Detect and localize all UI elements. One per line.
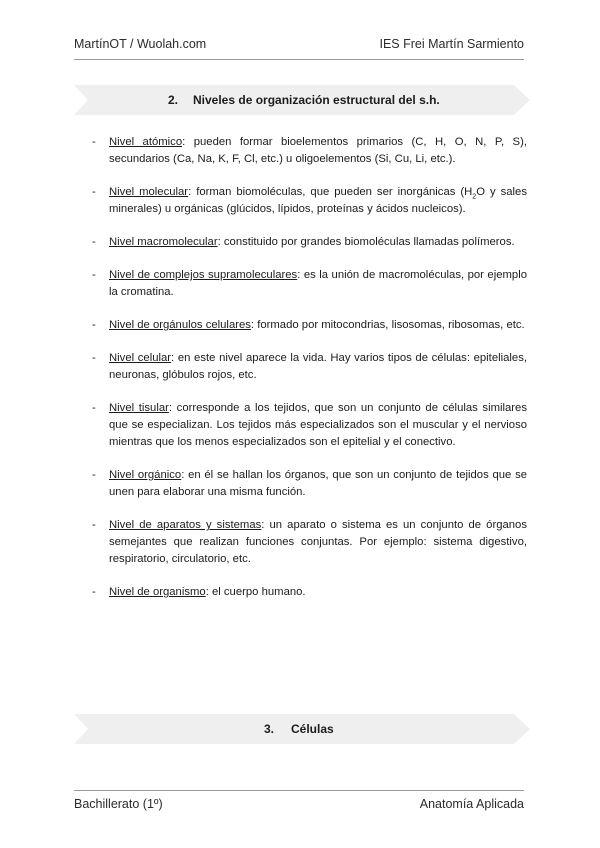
header-school: IES Frei Martín Sarmiento <box>379 37 524 51</box>
list-item: - Nivel celular: en este nivel aparece la vida. Hay varios tipos de células: epiteliales, neuronas, glóbulos rojos, etc. <box>92 352 527 381</box>
list-item: - Nivel de complejos supramoleculares: es la unión de macromoléculas, por ejemplo la cromatina. <box>92 269 527 298</box>
header-rule <box>74 59 524 60</box>
footer-rule <box>74 790 524 791</box>
page-header <box>74 37 524 51</box>
list-item: - Nivel macromolecular: constituido por grandes biomoléculas llamadas polímeros. <box>92 236 515 248</box>
section-3-banner <box>74 714 530 744</box>
item-text: : formado por mitocondrias, lisosomas, ribosomas, etc. <box>250 319 525 331</box>
footer-course: Bachillerato (1º) <box>74 797 163 811</box>
list-item: - Nivel molecular: forman biomoléculas, que pueden ser inorgánicas ($H_2O$ y sales minerales) u orgánicas (glúcidos, lípidos, proteínas y ácidos nucleicos). <box>92 186 527 215</box>
item-term: Nivel atómico <box>109 136 183 148</box>
item-term: Nivel de aparatos y sistemas <box>109 519 262 531</box>
item-term: Nivel celular <box>109 352 172 364</box>
footer-subject: Anatomía Aplicada <box>419 797 524 811</box>
item-term: Nivel de orgánulos celulares <box>109 319 251 331</box>
section-2-title: Niveles de organización estructural del s.h. <box>193 93 440 107</box>
item-text: : un aparato o sistema es un conjunto de órganos semejantes que realizan funciones conjuntas. Por ejemplo: sistema digestivo, respiratorio, circulatorio, etc. <box>109 519 527 565</box>
header-author: MartínOT / Wuolah.com <box>74 37 207 51</box>
item-text: : pueden formar bioelementos primarios (C, H, O, N, P, S), secundarios (Ca, Na, K, F, Cl, etc.) u oligoelementos (Si, Cu, Li, etc.). <box>109 136 527 165</box>
item-term: Nivel de organismo <box>109 586 206 598</box>
list-item: - Nivel tisular: corresponde a los tejidos, que son un conjunto de células similares que se especializan. Los tejidos más especializados son el muscular y el nervioso mientras que los menos especializados son el epitelial y el conectivo. <box>92 402 527 448</box>
list-item: - Nivel orgánico: en él se hallan los órganos, que son un conjunto de tejidos que se unen para elaborar una misma función. <box>92 469 527 498</box>
list-item: - Nivel de orgánulos celulares: formado por mitocondrias, lisosomas, ribosomas, etc. <box>92 319 525 331</box>
section-3-number: 3. <box>264 722 275 736</box>
item-term: Nivel orgánico <box>109 469 182 481</box>
item-text: : en este nivel aparece la vida. Hay varios tipos de células: epiteliales, neuronas, glóbulos rojos, etc. <box>109 352 527 381</box>
item-term: Nivel molecular <box>109 186 189 198</box>
item-term: Nivel tisular <box>109 402 169 414</box>
section-2-number: 2. <box>168 93 179 107</box>
list-item: - Nivel de organismo: el cuerpo humano. <box>92 586 306 598</box>
list-item: - Nivel de aparatos y sistemas: un aparato o sistema es un conjunto de órganos semejantes que realizan funciones conjuntas. Por ejemplo: sistema digestivo, respiratorio, circulatorio, etc. <box>92 519 527 565</box>
levels-list <box>92 134 527 617</box>
item-text: : forman biomoléculas, que pueden ser inorgánicas (H <box>188 186 473 198</box>
page-footer <box>74 797 524 811</box>
section-3-title: Células <box>291 722 334 736</box>
item-text: O y sales minerales) u orgánicas (glúcidos, lípidos, proteínas y ácidos nucleicos). <box>109 186 527 215</box>
item-term: Nivel macromolecular <box>109 236 218 248</box>
item-text: : constituido por grandes biomoléculas llamadas polímeros. <box>217 236 515 248</box>
item-text: : en él se hallan los órganos, que son un conjunto de tejidos que se unen para elaborar una misma función. <box>109 469 527 498</box>
section-2-banner <box>74 85 530 115</box>
item-text: : corresponde a los tejidos, que son un conjunto de células similares que se especializan. Los tejidos más especializados son el muscular y el nervioso mientras que los menos especializados son el epitelial y el conectivo. <box>109 402 527 448</box>
subscript: 2 <box>472 193 477 201</box>
item-text: : el cuerpo humano. <box>205 586 306 598</box>
list-item: - Nivel atómico: pueden formar bioelementos primarios (C, H, O, N, P, S), secundarios (Ca, Na, K, F, Cl, etc.) u oligoelementos (Si, Cu, Li, etc.). <box>92 136 527 165</box>
item-text: : es la unión de macromoléculas, por ejemplo la cromatina. <box>109 269 527 298</box>
item-term: Nivel de complejos supramoleculares <box>109 269 298 281</box>
